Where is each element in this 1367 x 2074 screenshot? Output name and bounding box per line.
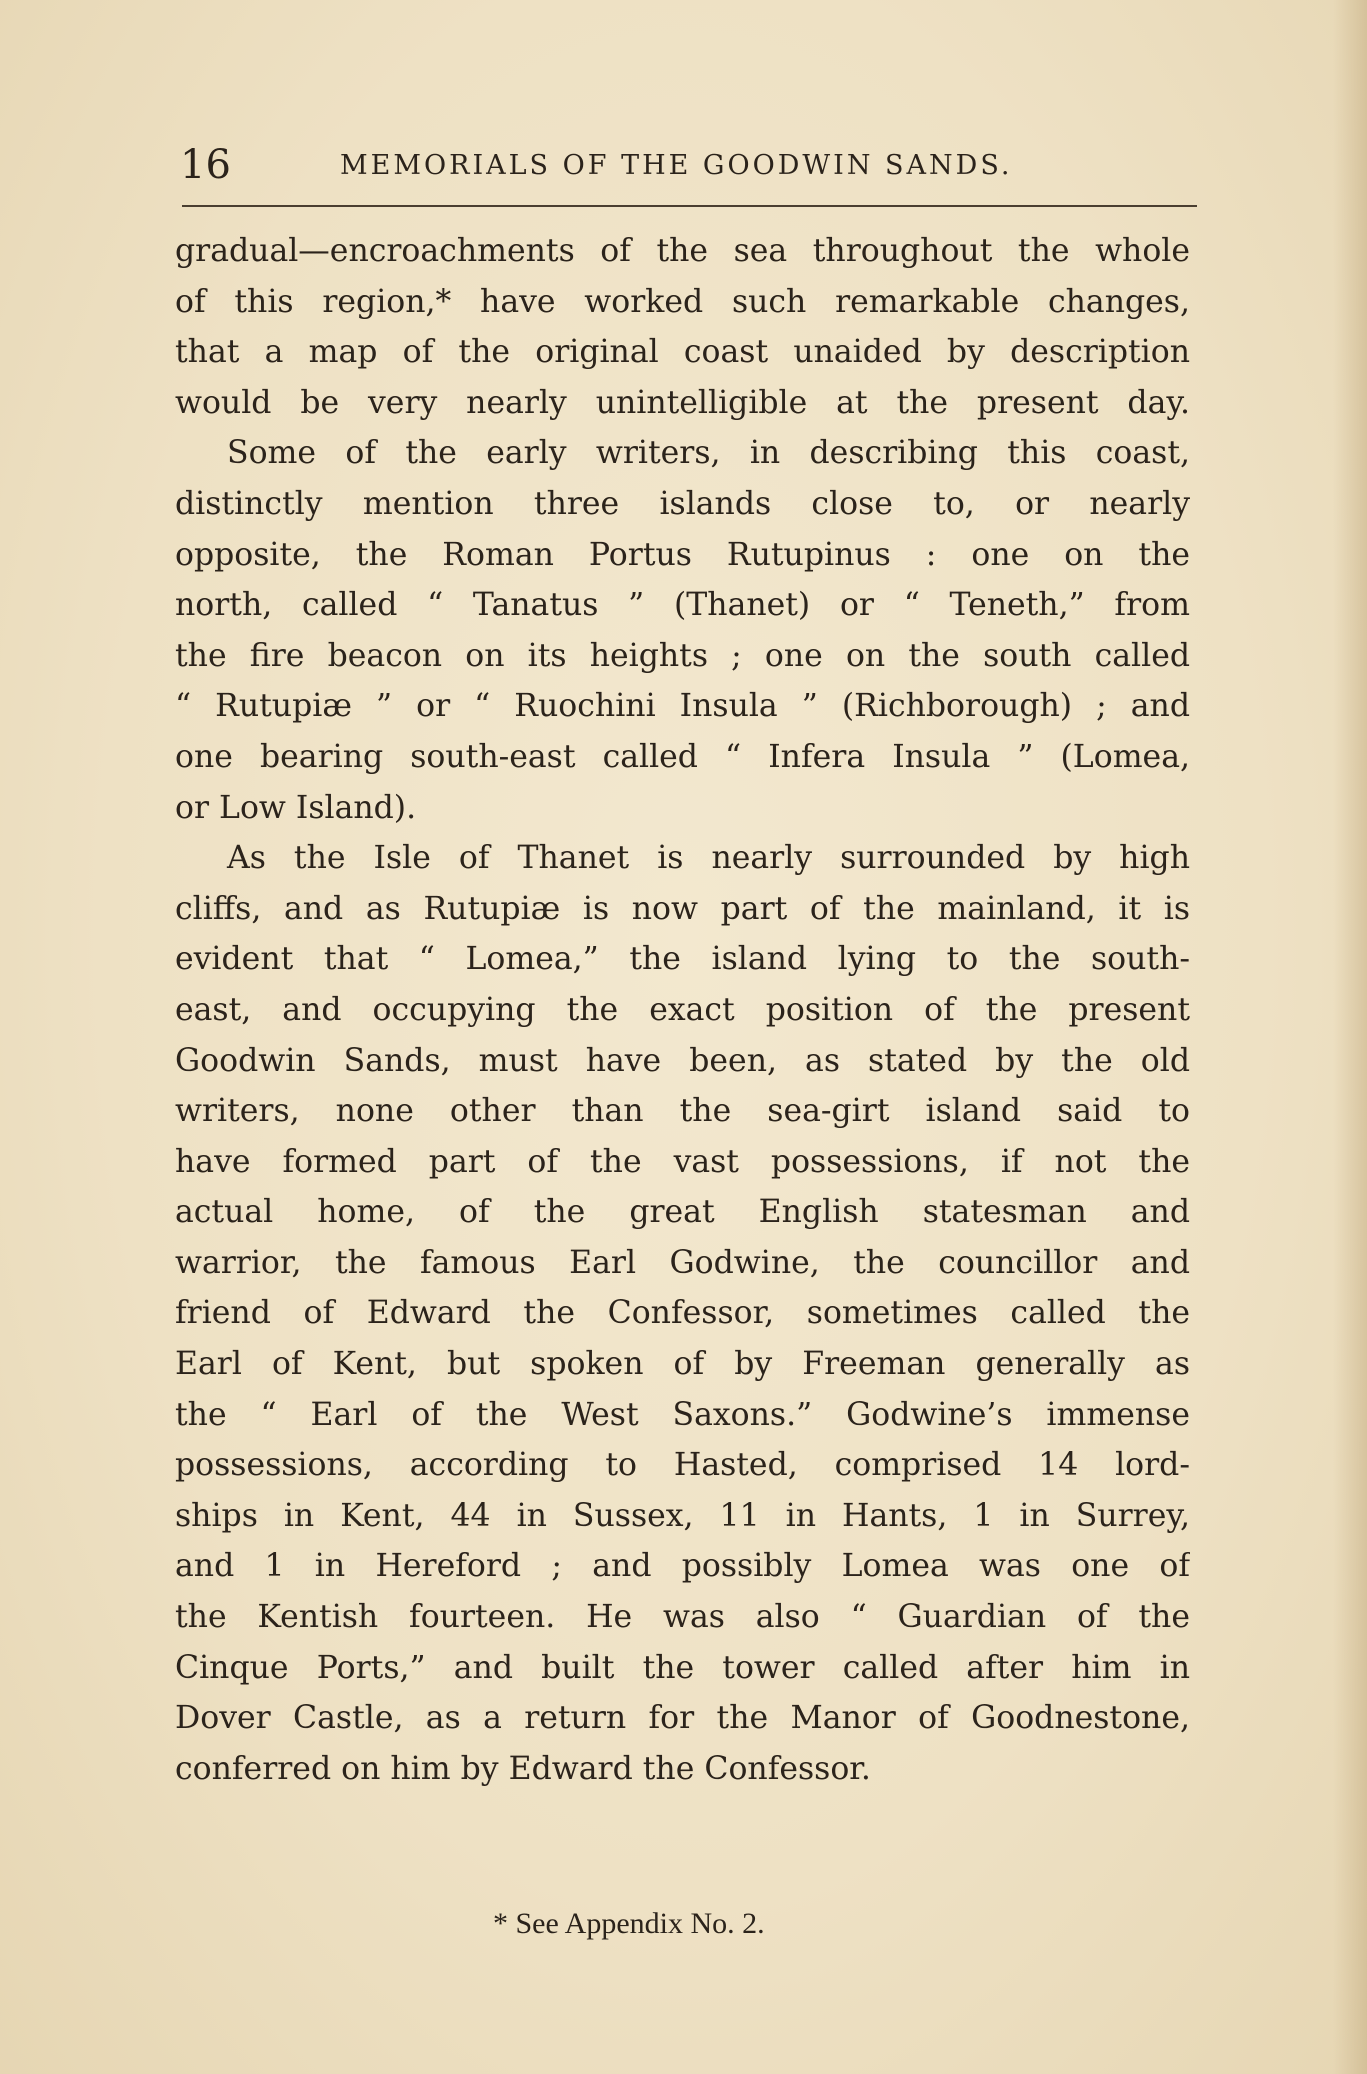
header-rule	[182, 205, 1197, 207]
text-line: one bearing south-east called “ Infera Insula ” (Lomea,	[175, 738, 1190, 775]
text-line: possessions, according to Hasted, comprised 14 lord-	[175, 1447, 1190, 1484]
text-line: ships in Kent, 44 in Sussex, 11 in Hants, 1 in Surrey,	[175, 1497, 1190, 1534]
text-line: the fire beacon on its heights ; one on the south called	[175, 637, 1190, 674]
text-line: Dover Castle, as a return for the Manor of Goodnestone,	[175, 1700, 1190, 1737]
page-header	[180, 140, 1195, 190]
text-line: east, and occupying the exact position of the present	[175, 991, 1190, 1028]
text-line: conferred on him by Edward the Confessor.	[175, 1750, 871, 1787]
text-line: “ Rutupiæ ” or “ Ruochini Insula ” (Richborough) ; and	[175, 688, 1190, 725]
text-line: actual home, of the great English statesman and	[175, 1194, 1190, 1231]
text-line: and 1 in Hereford ; and possibly Lomea was one of	[175, 1548, 1190, 1585]
text-line: friend of Edward the Confessor, sometimes called the	[175, 1295, 1190, 1332]
text-line: warrior, the famous Earl Godwine, the councillor and	[175, 1244, 1190, 1281]
text-line: gradual—encroachments of the sea throughout the whole	[175, 233, 1190, 269]
text-line: opposite, the Roman Portus Rutupinus : one on the	[175, 536, 1190, 573]
text-line: the Kentish fourteen. He was also “ Guardian of the	[175, 1599, 1190, 1636]
running-title: MEMORIALS OF THE GOODWIN SANDS.	[340, 150, 1013, 181]
text-line: Cinque Ports,” and built the tower called after him in	[175, 1649, 1190, 1686]
text-line: have formed part of the vast possessions, if not the	[175, 1143, 1190, 1180]
text-line: or Low Island).	[175, 789, 417, 826]
page-number: 16	[180, 142, 231, 188]
text-line: north, called “ Tanatus ” (Thanet) or “ Teneth,” from	[175, 587, 1190, 624]
text-line: Earl of Kent, but spoken of by Freeman generally as	[175, 1346, 1190, 1383]
text-line: As the Isle of Thanet is nearly surrounded by high	[227, 840, 1190, 877]
body-text	[175, 226, 1190, 1794]
text-line: of this region,* have worked such remarkable changes,	[175, 283, 1190, 320]
text-line: that a map of the original coast unaided by description	[175, 334, 1190, 371]
text-line: cliffs, and as Rutupiæ is now part of the mainland, it is	[175, 890, 1190, 927]
text-line: writers, none other than the sea-girt island said to	[175, 1093, 1190, 1130]
text-line: Some of the early writers, in describing this coast,	[227, 435, 1190, 472]
text-line: the “ Earl of the West Saxons.” Godwine’s immense	[175, 1396, 1190, 1433]
footnote: * See Appendix No. 2.	[493, 1907, 765, 1940]
text-line: distinctly mention three islands close to, or nearly	[175, 485, 1190, 522]
text-line: evident that “ Lomea,” the island lying to the south-	[175, 941, 1190, 978]
text-line: Goodwin Sands, must have been, as stated by the old	[175, 1042, 1190, 1079]
text-line: would be very nearly unintelligible at the present day.	[175, 384, 1190, 421]
page-edge-shadow	[1333, 0, 1367, 2074]
